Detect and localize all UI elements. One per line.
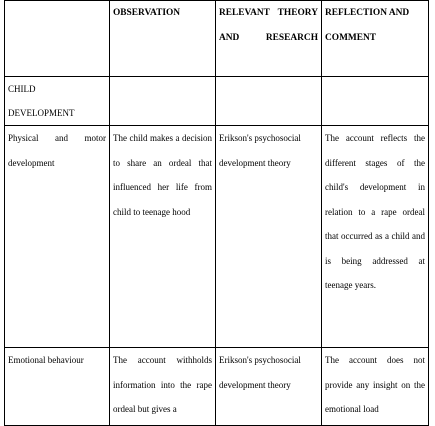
row-observation: The account withholds information into the rape ordeal but gives a (110, 348, 216, 426)
row-observation: The child makes a decision to share an ordeal that influenced her life from child to teenage hood (110, 126, 216, 348)
header-relevant-theory (216, 1, 322, 77)
row-theory: Erikson's psychosocial development theory (216, 126, 322, 348)
table-row (5, 348, 429, 426)
row-reflection: The account does not provide any insight on the emotional load (322, 348, 429, 426)
header-theory-text: RELEVANT THEORY AND RESEARCH (219, 8, 318, 43)
observation-table (4, 0, 429, 426)
section-label-text: CHILD DEVELOPMENT (8, 84, 75, 118)
header-reflection: REFLECTION AND COMMENT (322, 1, 429, 77)
row-reflection: The account reflects the different stages of the child's development in relation to a rape ordeal that occurred as a child and is being addressed at teenage years. (322, 126, 429, 348)
table-row (5, 126, 429, 348)
section-empty-cell (216, 77, 322, 126)
section-empty-cell (110, 77, 216, 126)
section-row (5, 77, 429, 126)
row-theory: Erikson's psychosocial development theory (216, 348, 322, 426)
row-category: Emotional behaviour (5, 348, 110, 426)
header-observation: OBSERVATION (110, 1, 216, 77)
section-empty-cell (322, 77, 429, 126)
row-category: Physical and motor development (5, 126, 110, 348)
section-label-child-development (5, 77, 110, 126)
header-empty-cell (5, 1, 110, 77)
header-row (5, 1, 429, 77)
